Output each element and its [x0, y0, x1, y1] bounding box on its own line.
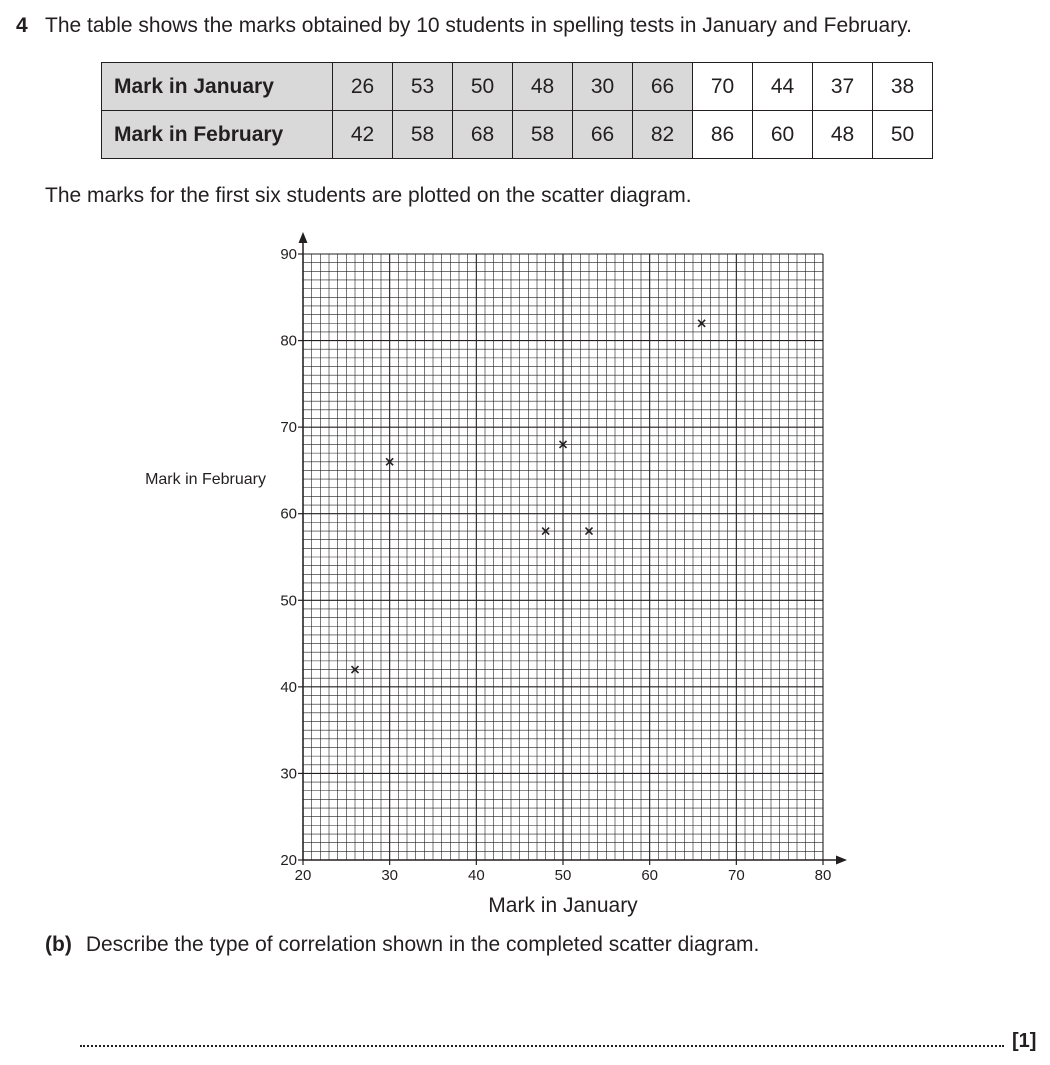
part-b-text: Describe the type of correlation shown in the completed scatter diagram.: [85, 933, 760, 956]
y-tick-label: 60: [280, 505, 297, 523]
table-cell: 50: [873, 111, 933, 159]
x-tick-label: 40: [467, 867, 485, 884]
table-cell: 58: [393, 111, 453, 159]
y-tick-label: 50: [280, 592, 297, 610]
y-tick-label: 80: [280, 332, 297, 350]
x-tick-label: 50: [554, 867, 572, 884]
x-tick-label: 30: [381, 867, 399, 884]
table-cell: 26: [333, 63, 393, 111]
table-cell: 44: [753, 63, 813, 111]
marks-available: [1]: [1012, 1030, 1037, 1052]
table-cell: 48: [513, 63, 573, 111]
row-header: Mark in January: [102, 63, 333, 111]
table-cell: 48: [813, 111, 873, 159]
table-cell: 30: [573, 63, 633, 111]
table-cell: 86: [693, 111, 753, 159]
table-cell: 66: [633, 63, 693, 111]
table-cell: 53: [393, 63, 453, 111]
y-tick-label: 30: [280, 765, 297, 783]
table-cell: 60: [753, 111, 813, 159]
part-b-question: [45, 933, 759, 957]
part-b-label: (b): [45, 933, 72, 956]
x-axis-arrow-icon: [836, 856, 847, 865]
x-axis-title: Mark in January: [488, 894, 638, 917]
x-tick-label: 20: [294, 867, 312, 884]
table-cell: 50: [453, 63, 513, 111]
x-tick-label: 70: [727, 867, 745, 884]
answer-line[interactable]: [80, 1045, 1004, 1047]
y-axis-arrow-icon: [299, 232, 308, 243]
y-tick-label: 40: [280, 678, 297, 696]
table-cell: 42: [333, 111, 393, 159]
table-cell: 70: [693, 63, 753, 111]
grid: [303, 254, 823, 860]
y-tick-label: 20: [280, 852, 297, 869]
y-axis-title: Mark in February: [145, 471, 266, 488]
table-cell: 37: [813, 63, 873, 111]
x-tick-label: 80: [814, 867, 832, 884]
table-cell: 66: [573, 111, 633, 159]
intro-text: The marks for the first six students are plotted on the scatter diagram.: [45, 184, 692, 207]
table-cell: 38: [873, 63, 933, 111]
table-cell: 68: [453, 111, 513, 159]
question-text: The table shows the marks obtained by 10 students in spelling tests in January and February.: [45, 14, 912, 37]
x-tick-label: 60: [641, 867, 659, 884]
table-cell: 58: [513, 111, 573, 159]
question-number: 4: [16, 14, 28, 37]
row-header: Mark in February: [102, 111, 333, 159]
y-tick-label: 90: [280, 246, 297, 263]
table-cell: 82: [633, 111, 693, 159]
y-tick-label: 70: [280, 419, 297, 437]
